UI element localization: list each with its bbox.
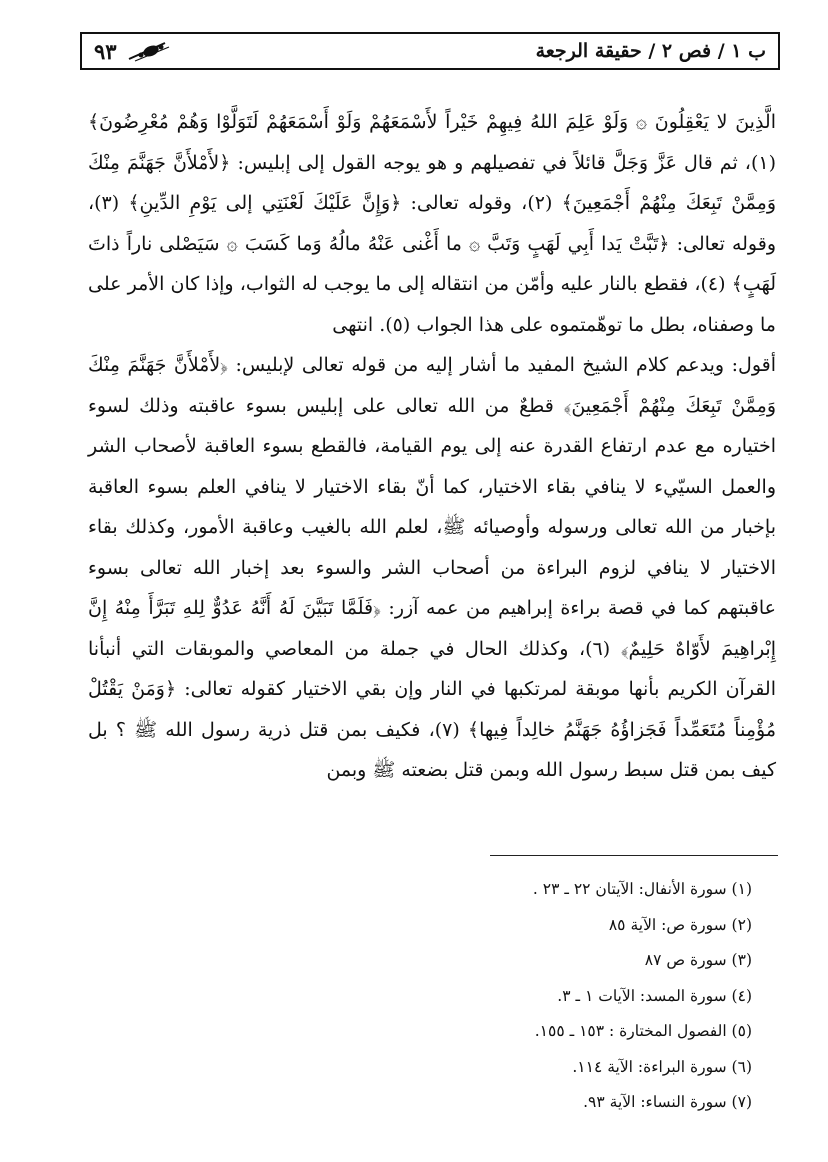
floral-ornament-icon <box>125 39 171 63</box>
footnote-separator <box>490 855 778 856</box>
footnote: (٤) سورة المسد: الآيات ١ ـ ٣. <box>557 986 752 1005</box>
footnote: (٧) سورة النساء: الآية ٩٣. <box>583 1093 752 1111</box>
page-number: ٩٣ <box>94 38 117 64</box>
footnote: (٢) سورة ص: الآية ٨٥ <box>608 915 752 934</box>
running-title: ب ١ / فص ٢ / حقيقة الرجعة <box>535 40 766 62</box>
footnote: (٦) سورة البراءة: الآية ١١٤. <box>572 1057 752 1076</box>
body-paragraph: أقول: ويدعم كلام الشيخ المفيد ما أشار إليه من قوله تعالى لإبليس: ﴿لأَمْلأَنَّ جَهَنَّمَ مِنْكَ وَمِمَّنْ تَبِعَكَ مِنْهُمْ أَجْمَعِينَ﴾ قطعٌ من الله تعالى على إبليس بسوء عاقبته وذلك لسوء اختياره مع عدم ارتفاع القدرة عنه إلى يوم القيامة، فالقطع بسوء العاقبة لأصحاب الشر والعمل السيّيء لا ينافي بقاء الاختيار، كما أنّ بقاء الاختيار لا ينافي العلم بسوء العاقبة بإخبار من الله تعالى ورسوله وأوصيائه ﷺ، لعلم الله بالغيب وعاقبة الأمور، وكذلك بقاء الاختيار لا ينافي لزوم البراءة من أصحاب الشر والسوء بعد إخبار الله تعالى بسوء عاقبتهم كما في قصة براءة إبراهيم من عمه آزر: ﴿فَلَمَّا تَبَيَّنَ لَهُ أَنَّهُ عَدُوٌّ لِلهِ تَبَرَّأَ مِنْهُ إِنَّ إِبْراهِيمَ لأَوّاهٌ حَلِيمٌ﴾ (٦)، وكذلك الحال في جملة من المعاصي والموبقات التي أنبأنا القرآن الكريم بأنها موبقة لمرتكبها في النار وإن بقي الاختيار كقوله تعالى: ﴿وَمَنْ يَقْتُلْ مُؤْمِناً مُتَعَمِّداً فَجَزاؤُهُ جَهَنَّمُ خالِداً فِيها﴾ (٧)، فكيف بمن قتل ذرية رسول الله ﷺ ؟ بل كيف بمن قتل سبط رسول الله وبمن قتل بضعته ﷺ وبمن <box>88 354 776 781</box>
footnote: (٣) سورة ص ٨٧ <box>644 951 752 969</box>
main-text <box>88 102 776 791</box>
footnote: (١) سورة الأنفال: الآيتان ٢٢ ـ ٢٣ . <box>532 880 752 898</box>
page-header <box>80 32 780 70</box>
body-paragraph: الَّذِينَ لا يَعْقِلُونَ ۞ وَلَوْ عَلِمَ اللهُ فِيهِمْ خَيْراً لأَسْمَعَهُمْ وَلَوْ أَسْمَعَهُمْ لَتَوَلَّوْا وَهُمْ مُعْرِضُونَ﴾ (١)، ثم قال عَزَّ وَجَلَّ قائلاً في تفصيلهم و هو يوجه القول إلى إبليس: ﴿لأَمْلأَنَّ جَهَنَّمَ مِنْكَ وَمِمَّنْ تَبِعَكَ مِنْهُمْ أَجْمَعِينَ﴾ (٢)، وقوله تعالى: ﴿وَإِنَّ عَلَيْكَ لَعْنَتِي إلى يَوْمِ الدِّينِ﴾ (٣)، وقوله تعالى: ﴿تَبَّتْ يَدا أَبِي لَهَبٍ وَتَبَّ ۞ ما أَغْنى عَنْهُ مالُهُ وَما كَسَبَ ۞ سَيَصْلى ناراً ذاتَ لَهَبٍ﴾ (٤)، فقطع بالنار عليه وأمّن من انتقاله إلى ما يوجب له الثواب، وإذا كان الأمر على ما وصفناه، بطل ما توهّمتموه على هذا الجواب (٥). انتهى <box>88 111 776 336</box>
footnotes <box>152 872 752 1121</box>
page-number-box <box>94 39 171 64</box>
footnote: (٥) الفصول المختارة : ١٥٣ ـ ١٥٥. <box>534 1022 752 1040</box>
